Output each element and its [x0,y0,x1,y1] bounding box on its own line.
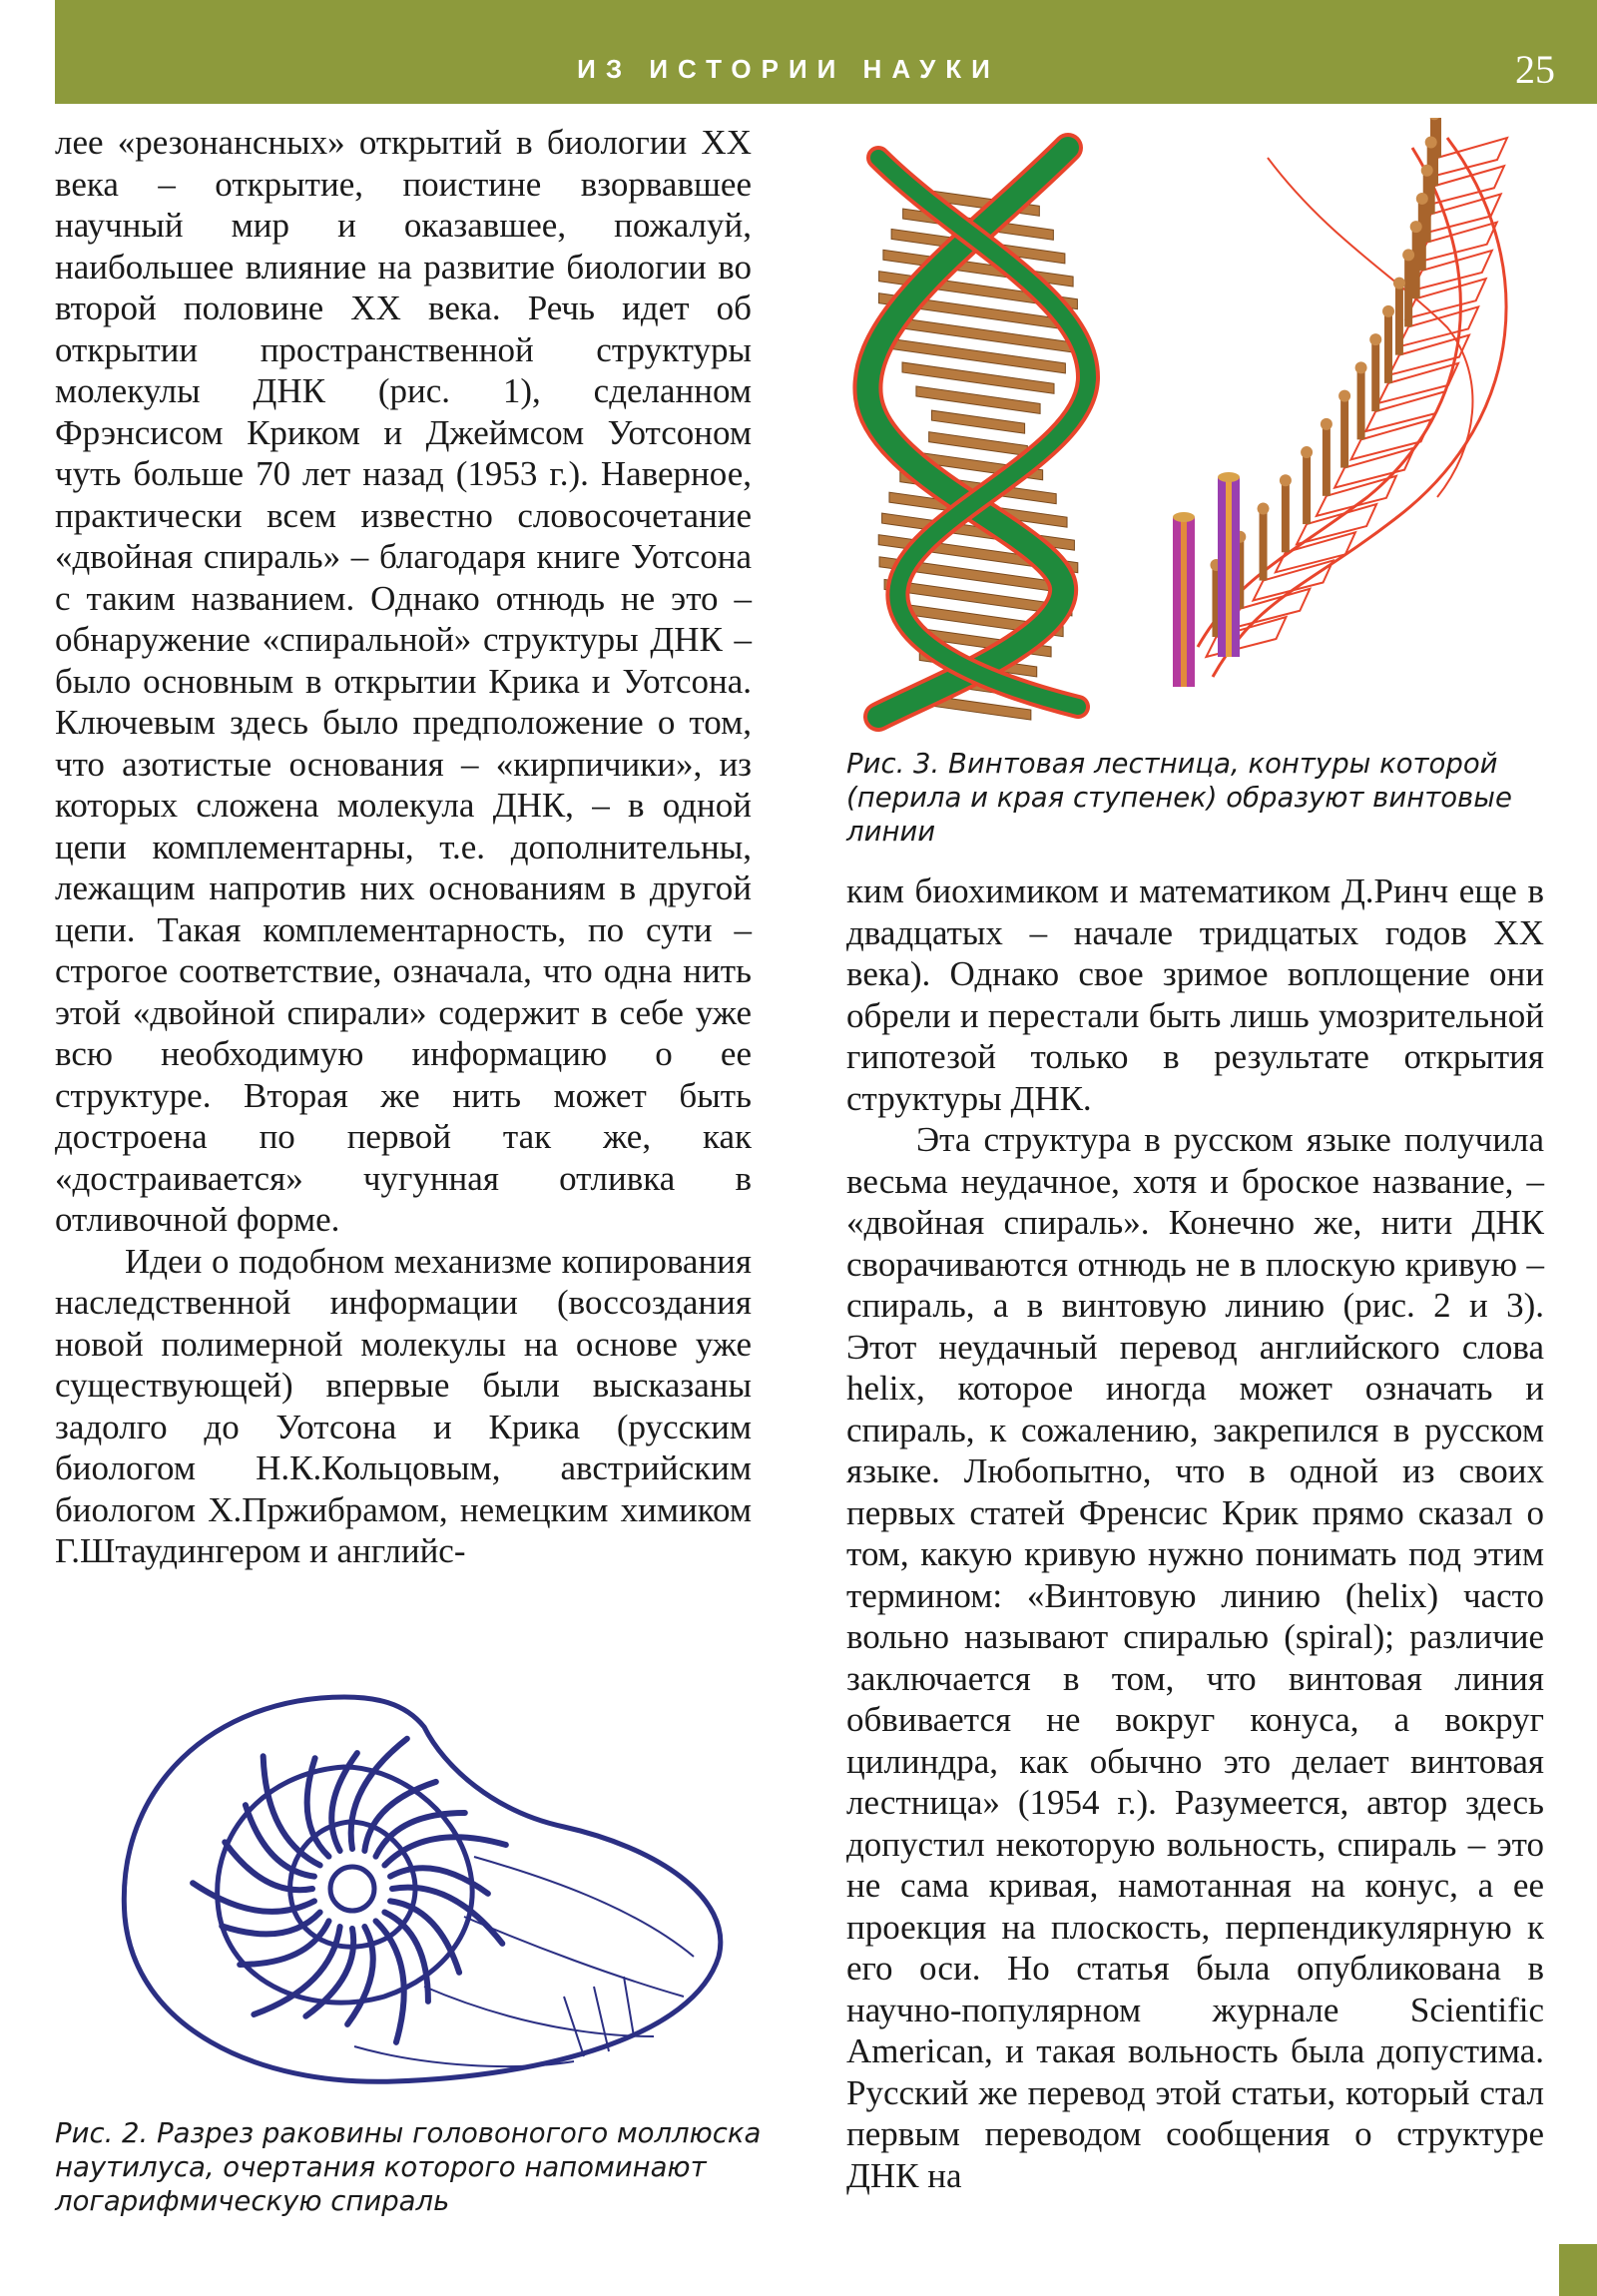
baluster-cap [1393,278,1405,289]
baluster-cap [1301,446,1313,458]
page-number: 25 [1515,47,1555,92]
stair-baluster [1340,398,1348,468]
stair-baluster [1282,482,1290,552]
baluster-cap [1355,361,1367,373]
dna-helix [867,148,1088,720]
stair-baluster [1404,257,1412,326]
baluster-cap [1416,193,1428,205]
fig3-dna-staircase-illustration [838,118,1547,737]
fig2-caption: Рис. 2. Разрез раковины головоногого моллюска наутилуса, очертания которого напоминают логарифмическую спираль [55,2117,762,2217]
shell-rib [240,1921,328,1965]
fig2-nautilus-shell-illustration [95,1657,734,2106]
left-column [55,122,752,1572]
stair-baluster [1371,341,1379,411]
baluster-cap [1321,418,1332,430]
stair-baluster [1395,286,1403,355]
baluster-cap [1338,390,1350,402]
spiral-staircase [1173,118,1507,687]
stair-baluster [1260,511,1268,581]
dna-rung [929,432,1028,456]
baluster-cap [1382,305,1394,317]
baluster-cap [1410,221,1422,233]
baluster-cap [1258,503,1270,515]
right-paragraph-1: ким биохимиком и математиком Д.Ринч еще в двадцатых – начале тридцатых годов XX века). Однако свое зримое воплощение они обрели и перестали быть лишь умозрительной гипотезой только в результате открытия структуры ДНК. [846,871,1544,1118]
section-title: ИЗ ИСТОРИИ НАУКИ [577,54,1000,84]
stair-baluster [1384,313,1392,383]
stair-baluster [1412,229,1420,298]
right-column [846,870,1544,2196]
right-paragraph-2: Эта структура в русском языке получила весьма неудачное, хотя и броское название, – «двойная спираль». Конечно же, нити ДНК сворачиваются отнюдь не в плоскую кривую – спираль, а в винтовую линию (рис. 2 и 3). Этот неудачный перевод английского слова helix, которое иногда может означать и спираль, к сожалению, закрепился в русском языке. Любопытно, что в одной из своих первых статей Френсис Крик прямо сказал о том, какую кривую нужно понимать под этим термином: «Винтовую линию (helix) часто вольно называют спиралью (spiral); различие заключается в том, что винтовая линия обвивается не вокруг конуса, а вокруг цилиндра, как обычно это делает винтовая лестница» (1954 г.). Разумеется, автор здесь допустил некоторую вольность, спираль – это не сама кривая, намотанная на конус, а ее проекция на плоскость, перпендикулярную к его оси. Но статья была опубликована в научно-популярном журнале Scientific American, и такая вольность была допустима. Русский же перевод этой статьи, который стал первым переводом сообщения о структуре ДНК на [846,1120,1544,2195]
bottom-accent-bar [1559,2244,1597,2296]
stair-baluster [1303,454,1311,524]
baluster-cap [1402,249,1414,261]
baluster-cap [1421,165,1433,177]
baluster-cap [1369,333,1381,345]
shell-rib [246,1805,314,1876]
stair-baluster [1323,426,1331,496]
baluster-cap [1280,474,1292,486]
fig3-caption: Рис. 3. Винтовая лестница, контуры которой (перила и края ступенек) образуют винтовые линии [846,748,1512,848]
dna-rung [931,410,1024,433]
left-paragraph-1: лее «резонансных» открытий в биологии XX века – открытие, поистине взорвавшее научный мир и оказавшее, пожалуй, наибольшее влияние на развитие биологии во второй половине XX века. Речь идет об открытии пространственной структуры молекулы ДНК (рис. 1), сделанном Фрэнсисом Криком и Джеймсом Уотсоном чуть больше 70 лет назад (1953 г.). Наверное, практически всем известно словосочетание «двойная спираль» – благодаря книге Уотсона с таким названием. Однако отнюдь не это – обнаружение «спиральной» структуры ДНК – было основным в открытии Крика и Уотсона. Ключевым здесь было предположение о том, что азотистые основания – «кирпичики», из которых сложена молекула ДНК, – в одной цепи комплементарны, т.е. дополнительны, лежащим напротив них основаниям в другой цепи. Такая комплементарность, по сути – строгое соответствие, означала, что одна нить этой «двойной спирали» содержит в себе уже всю необходимую информацию о ее структуре. Вторая же нить может быть достроена по первой так же, как «достраивается» чугунная отливка в отливочной форме. [55,123,752,1239]
dna-rung [916,386,1040,413]
baluster-cap [1425,136,1437,148]
stair-baluster [1357,369,1365,439]
left-paragraph-2: Идеи о подобном механизме копирования наследственной информации (воссоздания новой полимерной молекулы на основе уже существующей) впервые были высказаны задолго до Уотсона и Крика (русским биологом Н.К.Кольцовым, австрийским биологом Х.Пржибрамом, немецким химиком Г.Штаудингером и английс- [55,1241,752,1570]
header-bar [55,0,1597,104]
